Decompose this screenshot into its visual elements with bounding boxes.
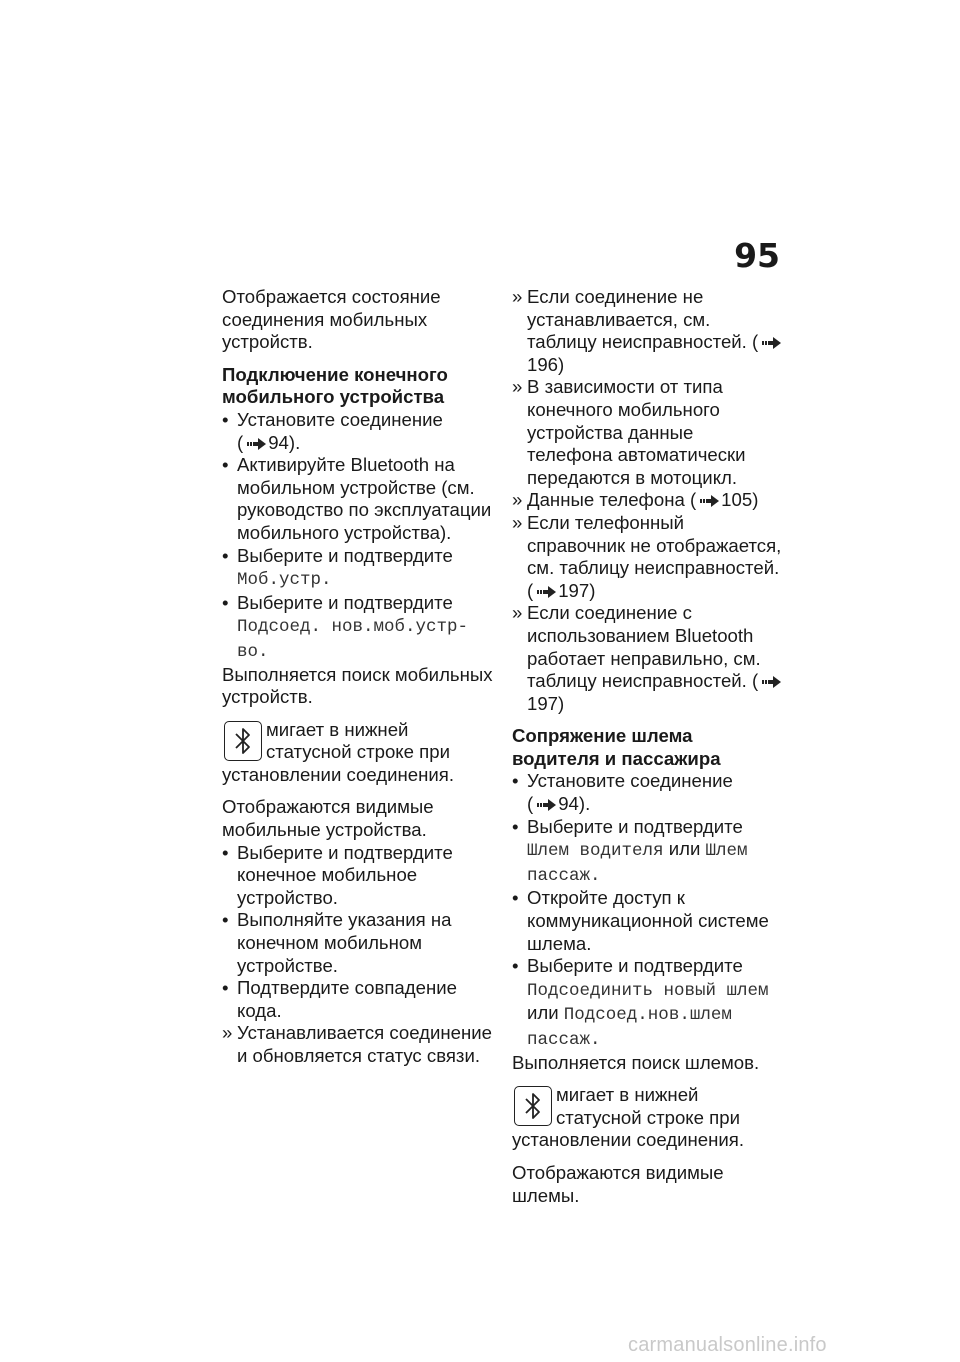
arrow-reference-icon — [537, 586, 556, 598]
menu-item-name: Шлем водителя — [527, 841, 664, 862]
result-text: В зависимости от типа конечного мобильного устройства данные телефона автоматически передаются в мотоцикл. — [527, 376, 746, 488]
step-text: Подтвердите совпадение кода. — [237, 977, 457, 1021]
section-heading: Сопряжение шлема водителя и пассажира — [512, 725, 721, 769]
arrow-reference-icon — [762, 337, 781, 349]
arrow-reference-icon — [700, 495, 719, 507]
result-text: Данные телефона — [527, 489, 685, 511]
menu-item-name: Шлем пассаж. — [527, 841, 748, 886]
visible-devices-text: Отображаются видимые мобильные устройства. — [222, 796, 434, 841]
search-status-text: Выполняется поиск шлемов. — [512, 1051, 760, 1073]
bullet-marker: • — [512, 887, 519, 909]
step-text: Активируйте Bluetooth на мобильном устройстве (см. руководство по эксплуатации мобильного устройства). — [237, 454, 492, 543]
menu-item-name: Подсоед. нов.моб.устр-во. — [237, 617, 469, 662]
list-item — [512, 955, 784, 1051]
page-reference[interactable]: 197) — [558, 579, 596, 601]
step-text: Выберите и подтвердите — [527, 955, 743, 977]
result-text: Если телефонный справочник не отображается, см. таблицу неисправностей. — [527, 511, 782, 579]
step-text: Выберите и подтвердите — [237, 544, 453, 566]
page-reference[interactable]: 196) — [527, 353, 565, 375]
bullet-marker: • — [222, 408, 229, 430]
step-text: Выполняйте указания на конечном мобильном устройстве. — [237, 909, 452, 976]
bluetooth-icon — [224, 721, 262, 761]
search-status-text: Выполняется поиск мобильных устройств. — [222, 663, 493, 708]
right-column — [512, 286, 784, 1207]
page-reference[interactable]: 94). — [268, 431, 301, 453]
result-text: Если соединение с использованием Bluetooth работает неправильно, см. таблицу неисправностей. — [527, 602, 761, 692]
list-item — [222, 977, 494, 1022]
bullet-marker: • — [222, 909, 229, 931]
page-reference[interactable]: 197) — [527, 692, 565, 714]
note-text: мигает в нижней статусной строке при установлении соединения. — [512, 1084, 745, 1151]
list-item — [222, 454, 494, 544]
list-item — [512, 887, 784, 955]
result-item: » Если соединение с использованием Bluetooth работает неправильно, см. таблицу неисправностей. (197) — [512, 602, 784, 715]
bluetooth-note — [512, 1084, 784, 1152]
list-item — [222, 592, 494, 664]
page-reference[interactable]: 94). — [558, 793, 591, 815]
menu-item-name: Подсоединить новый шлем — [527, 980, 769, 1001]
note-text: мигает в нижней статусной строке при установлении соединения. — [222, 718, 455, 785]
result-item: » Данные телефона ( 105) — [512, 489, 759, 511]
result-marker: » — [512, 489, 523, 511]
result-marker: » — [512, 376, 523, 398]
bluetooth-icon — [514, 1086, 552, 1126]
result-text: Если соединение не устанавливается, см. таблицу неисправностей. — [527, 286, 747, 353]
arrow-reference-icon — [537, 799, 556, 811]
step-text: Выберите и подтвердите конечное мобильное устройство. — [237, 841, 453, 908]
list-item: • Установите соединение ( 94). — [512, 770, 733, 815]
result-item: » Если соединение не устанавливается, см. таблицу неисправностей. (196) — [512, 286, 784, 376]
bullet-marker: • — [512, 955, 519, 977]
section-heading: Подключение конечного мобильного устройства — [222, 363, 448, 408]
result-text: Устанавливается соединение и обновляется статус связи. — [237, 1022, 493, 1066]
bullet-marker: • — [222, 977, 229, 999]
bullet-marker: • — [512, 770, 519, 792]
step-text: Откройте доступ к коммуникационной системе шлема. — [527, 887, 769, 954]
result-marker: » — [512, 286, 523, 307]
visible-helmets-text: Отображаются видимые шлемы. — [512, 1161, 724, 1206]
step-text: Выберите и подтвердите — [527, 815, 743, 837]
result-item — [222, 1022, 494, 1067]
left-column — [222, 286, 494, 1068]
result-marker: » — [222, 1022, 233, 1044]
list-item — [512, 816, 784, 888]
menu-item-name: Подсоед.нов.шлем пассаж. — [527, 1005, 732, 1050]
list-item — [222, 842, 494, 910]
menu-item-name: Моб.устр. — [237, 570, 332, 591]
result-item: » Если телефонный справочник не отображается, см. таблицу неисправностей. ( 197) — [512, 511, 782, 601]
list-item — [222, 909, 494, 977]
arrow-reference-icon — [247, 438, 266, 450]
or-text: или — [668, 838, 701, 860]
list-item: • Установите соединение ( 94). — [222, 408, 443, 453]
bullet-marker: • — [512, 815, 519, 837]
result-marker: » — [512, 602, 523, 624]
page-number: 95 — [734, 236, 780, 275]
step-text: Установите соединение — [527, 770, 733, 792]
arrow-reference-icon — [762, 676, 781, 688]
bullet-marker: • — [222, 841, 229, 863]
page-reference[interactable]: 105) — [721, 489, 759, 511]
intro-text: Отображается состояние соединения мобильных устройств. — [222, 286, 441, 353]
bullet-marker: • — [222, 544, 229, 566]
step-text: Установите соединение — [237, 408, 443, 430]
or-text: или — [527, 1002, 559, 1024]
bullet-marker: • — [222, 454, 229, 476]
bluetooth-note — [222, 719, 494, 787]
watermark-footer: carmanualsonline.info — [628, 1334, 827, 1356]
result-marker: » — [512, 511, 523, 533]
list-item — [222, 545, 494, 592]
step-text: Выберите и подтвердите — [237, 591, 453, 613]
result-item — [512, 376, 784, 489]
bullet-marker: • — [222, 591, 229, 613]
